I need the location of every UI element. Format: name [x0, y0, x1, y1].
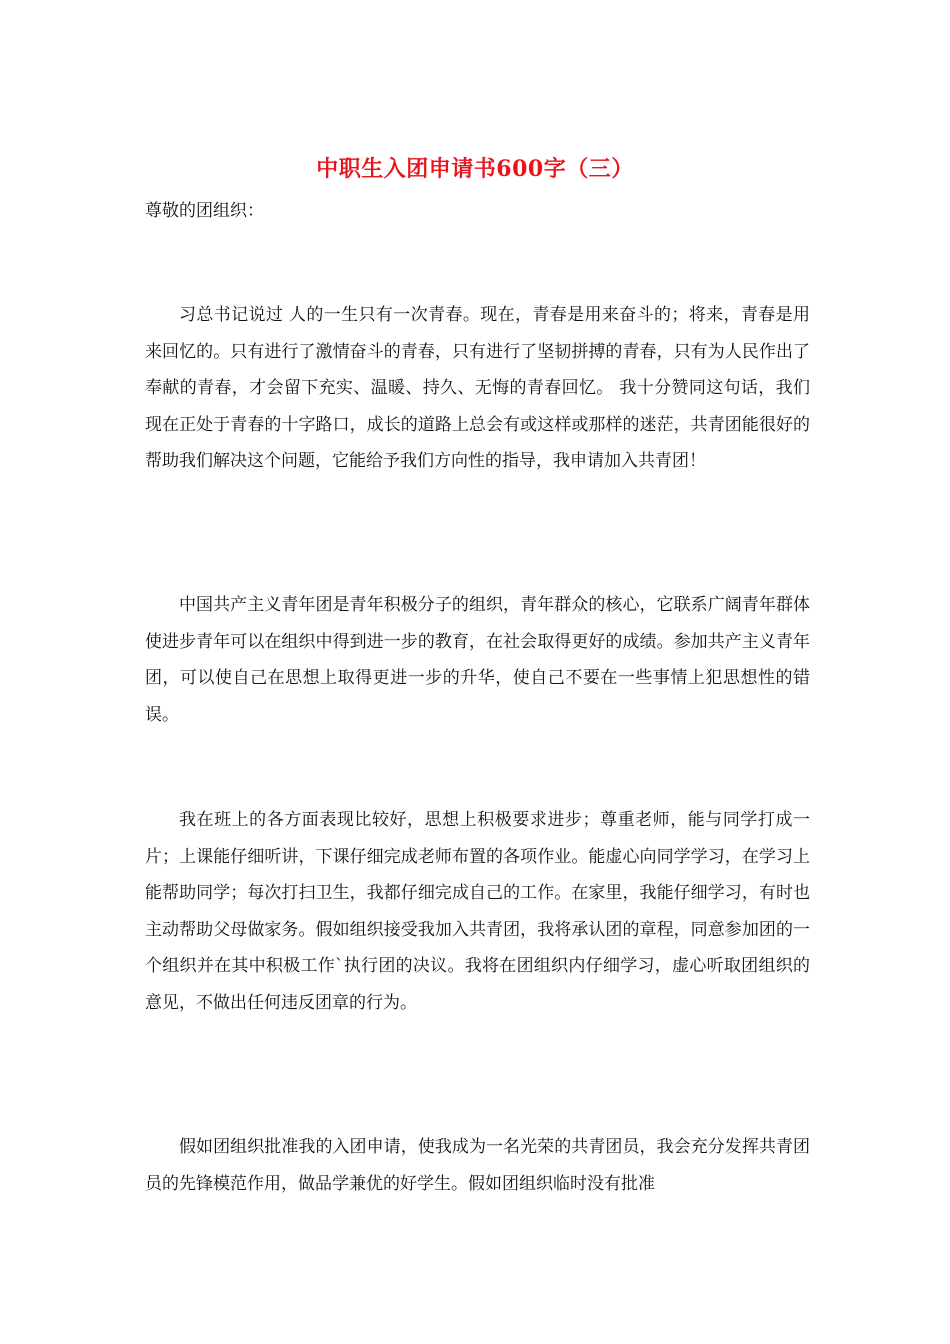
- paragraph-2: 中国共产主义青年团是青年积极分子的组织，青年群众的核心，它联系广阔青年群体使进步青年可以在组织中得到进一步的教育，在社会取得更好的成绩。参加共产主义青年团，可以使自己在思想上取得更进一步的升华，使自己不要在一些事情上犯思想性的错误。: [145, 595, 810, 725]
- document-title: 中职生入团申请书600字（三）: [316, 156, 634, 182]
- paragraph-3: 我在班上的各方面表现比较好，思想上积极要求进步；尊重老师，能与同学打成一片；上课能仔细听讲，下课仔细完成老师布置的各项作业。能虚心向同学学习，在学习上能帮助同学；每次打扫卫生，我都仔细完成自己的工作。在家里，我能仔细学习，有时也主动帮助父母做家务。假如组织接受我加入共青团，我将承认团的章程，同意参加团的一个组织并在其中积极工作`执行团的决议。我将在团组织内仔细学习，虚心听取团组织的意见，不做出任何违反团章的行为。: [145, 810, 810, 1013]
- paragraph-1: 习总书记说过 人的一生只有一次青春。现在，青春是用来奋斗的；将来，青春是用来回忆的。只有进行了激情奋斗的青春，只有进行了坚韧拼搏的青春，只有为人民作出了奉献的青春，才会留下充实、温暖、持久、无悔的青春回忆。 我十分赞同这句话，我们现在正处于青春的十字路口，成长的道路上总会有或这样或那样的迷茫，共青团能很好的帮助我们解决这个问题，它能给予我们方向性的指导，我申请加入共青团！: [145, 305, 810, 471]
- salutation: 尊敬的团组织：: [145, 201, 264, 221]
- paragraph-4: 假如团组织批准我的入团申请，使我成为一名光荣的共青团员，我会充分发挥共青团员的先锋模范作用，做品学兼优的好学生。假如团组织临时没有批准: [145, 1137, 810, 1194]
